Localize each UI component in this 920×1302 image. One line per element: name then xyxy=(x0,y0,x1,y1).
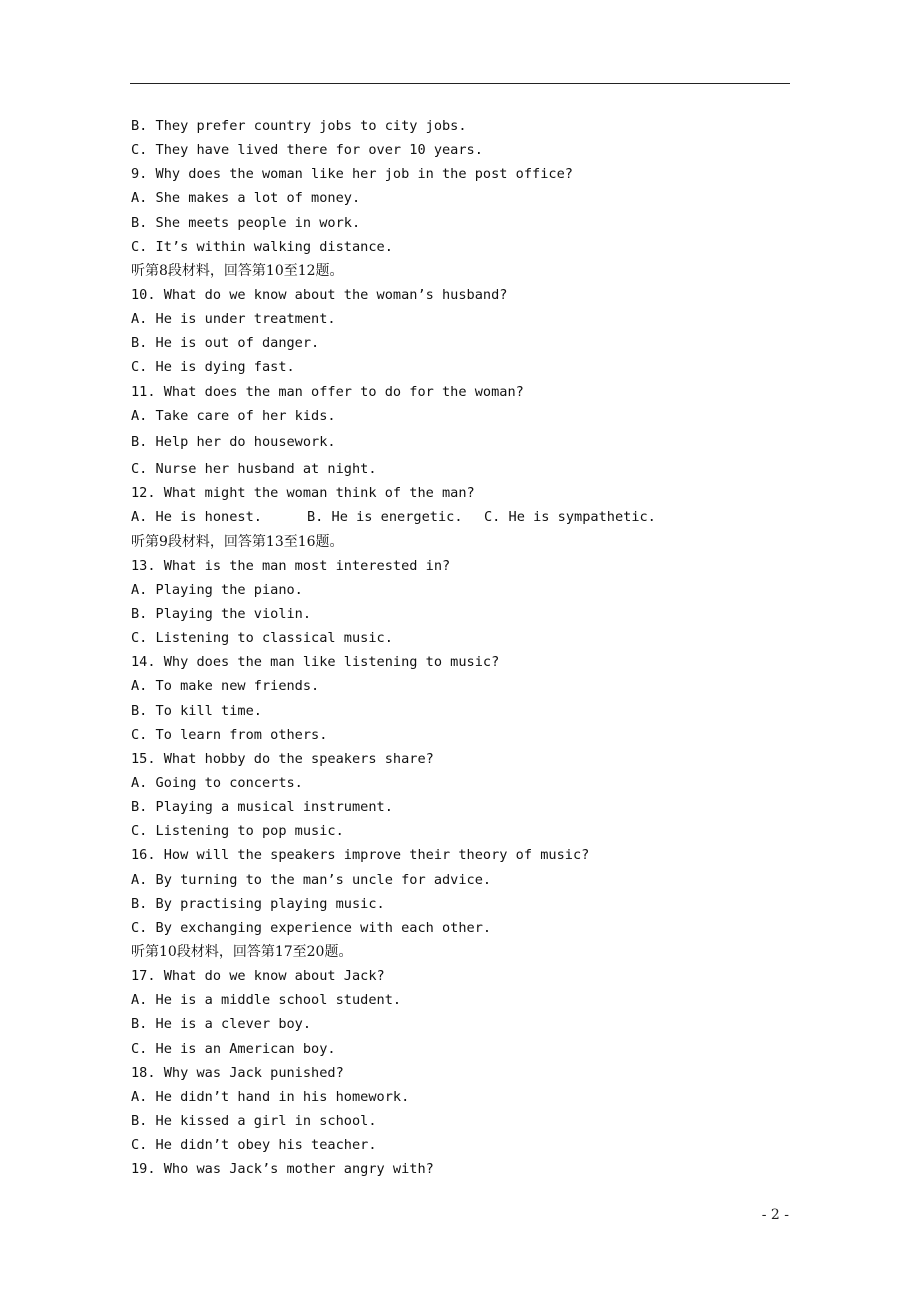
list-item: A. Take care of her kids. xyxy=(131,407,336,424)
question-14: 14. Why does the man like listening to music? xyxy=(131,654,500,671)
list-item: A. He is under treatment. xyxy=(131,311,336,328)
option-c: C. He is sympathetic. xyxy=(484,509,656,526)
question-15: 15. What hobby do the speakers share? xyxy=(131,750,434,767)
list-item: C. By exchanging experience with each other. xyxy=(131,919,492,936)
list-item: B. To kill time. xyxy=(131,702,262,719)
header-rule xyxy=(130,83,790,84)
question-19: 19. Who was Jack’s mother angry with? xyxy=(131,1161,434,1178)
list-item: A. Playing the piano. xyxy=(131,581,303,598)
list-item: B. She meets people in work. xyxy=(131,214,361,231)
section-heading: 听第10段材料，回答第17至20题。 xyxy=(131,943,353,960)
list-item: C. They have lived there for over 10 years. xyxy=(131,142,483,159)
list-item: B. Playing the violin. xyxy=(131,606,312,622)
question-18: 18. Why was Jack punished? xyxy=(131,1064,344,1081)
list-item: B. They prefer country jobs to city jobs. xyxy=(131,118,467,134)
list-item: C. He is dying fast. xyxy=(131,359,295,376)
list-item: B. By practising playing music. xyxy=(131,895,385,912)
question-16: 16. How will the speakers improve their theory of music? xyxy=(131,847,590,864)
question-10: 10. What do we know about the woman’s husband? xyxy=(131,286,508,303)
option-b: B. He is energetic. xyxy=(307,509,463,526)
list-item: B. He is a clever boy. xyxy=(131,1016,312,1033)
question-9: 9. Why does the woman like her job in the post office? xyxy=(131,166,573,183)
section-heading: 听第8段材料，回答第10至12题。 xyxy=(131,262,344,279)
list-item: B. He is out of danger. xyxy=(131,335,320,352)
section-heading: 听第9段材料，回答第13至16题。 xyxy=(131,533,344,550)
page-number: - 2 - xyxy=(761,1207,789,1223)
list-item: C. It’s within walking distance. xyxy=(131,238,393,255)
list-item: A. He didn’t hand in his homework. xyxy=(131,1088,410,1105)
list-item: C. Nurse her husband at night. xyxy=(131,461,377,478)
list-item: C. To learn from others. xyxy=(131,726,328,743)
list-item: A. To make new friends. xyxy=(131,678,320,695)
document-body xyxy=(131,114,791,1181)
question-17: 17. What do we know about Jack? xyxy=(131,968,385,985)
list-item: A. She makes a lot of money. xyxy=(131,190,361,207)
question-11: 11. What does the man offer to do for the woman? xyxy=(131,383,524,400)
question-13: 13. What is the man most interested in? xyxy=(131,557,451,574)
list-item: A. By turning to the man’s uncle for advice. xyxy=(131,871,492,888)
question-12: 12. What might the woman think of the man? xyxy=(131,485,475,502)
list-item: A. He is a middle school student. xyxy=(131,992,402,1009)
list-item: B. He kissed a girl in school. xyxy=(131,1112,377,1129)
list-item: C. He didn’t obey his teacher. xyxy=(131,1137,377,1154)
option-a: A. He is honest. xyxy=(131,509,262,526)
list-item: C. Listening to pop music. xyxy=(131,823,344,840)
list-item: B. Playing a musical instrument. xyxy=(131,799,393,816)
list-item: A. Going to concerts. xyxy=(131,774,303,791)
list-item: C. Listening to classical music. xyxy=(131,630,393,647)
list-item: C. He is an American boy. xyxy=(131,1040,336,1057)
question-12-options xyxy=(131,505,791,529)
list-item: B. Help her do housework. xyxy=(131,434,336,451)
